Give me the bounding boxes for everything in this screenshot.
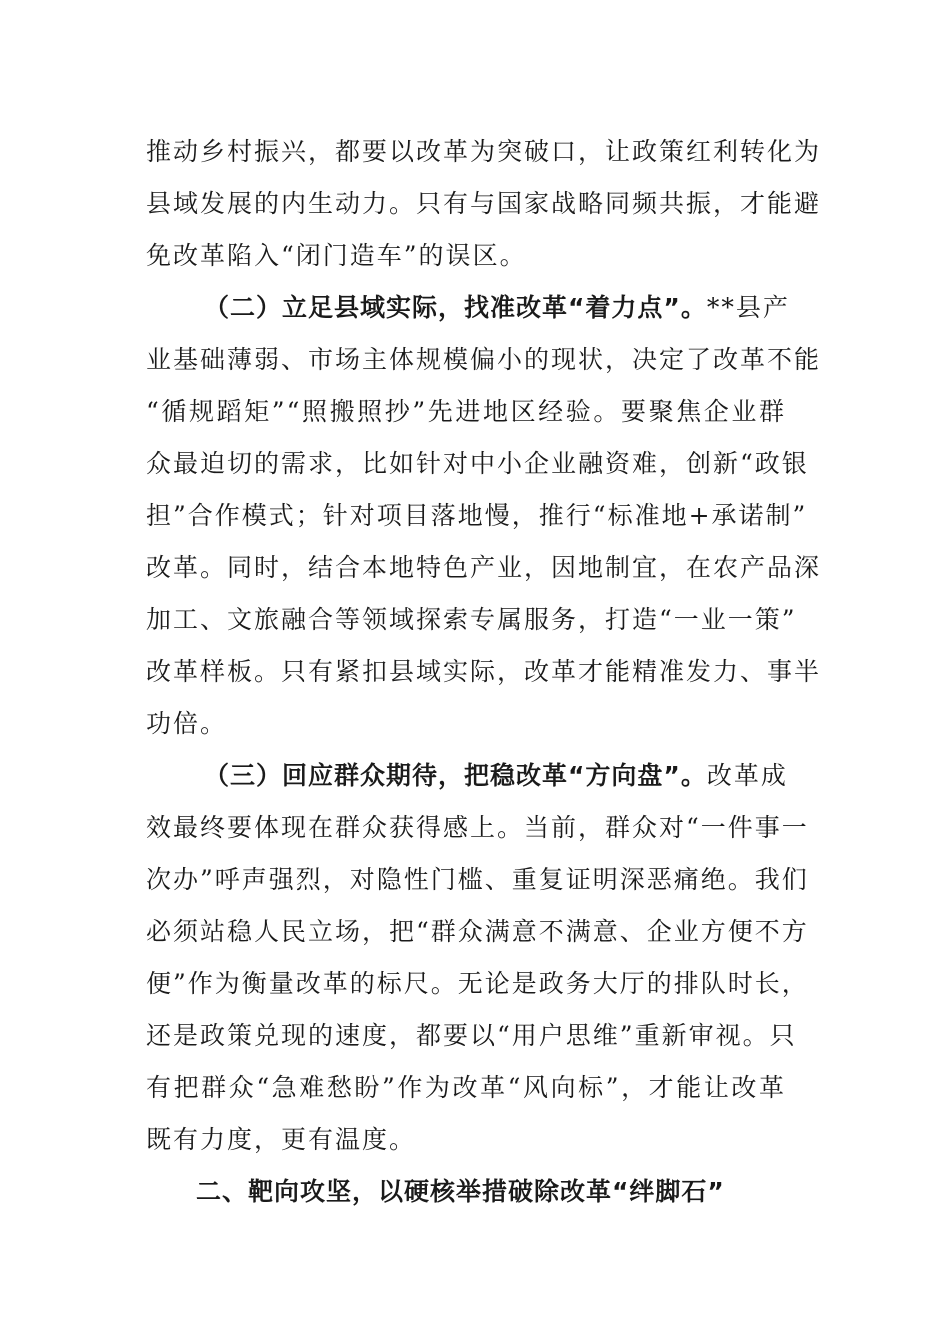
para3-first-rest: 改革成 [706, 761, 788, 790]
para2-line-7: 改革样板。只有紧扣县域实际，改革才能精准发力、事半 [146, 657, 822, 686]
para2-first-rest: **县产 [706, 293, 790, 322]
para1-line-1: 推动乡村振兴，都要以改革为突破口，让政策红利转化为 [146, 137, 822, 166]
para2-heading: （二）立足县域实际，找准改革“着力点”。 [204, 293, 707, 322]
para2-line-1: 业基础薄弱、市场主体规模偏小的现状，决定了改革不能 [146, 345, 822, 374]
para2-line-8: 功倍。 [146, 709, 228, 738]
para3-line-5: 还是政策兑现的速度，都要以“用户思维”重新审视。只 [146, 1021, 797, 1050]
para1-line-2: 县域发展的内生动力。只有与国家战略同频共振，才能避 [146, 189, 822, 218]
para2-first-line [146, 282, 790, 334]
para2-line-5: 改革。同时，结合本地特色产业，因地制宜，在农产品深 [146, 553, 822, 582]
para3-line-2: 次办”呼声强烈，对隐性门槛、重复证明深恶痛绝。我们 [146, 865, 809, 894]
para3-line-7: 既有力度，更有温度。 [146, 1125, 417, 1154]
para3-first-line [146, 750, 786, 802]
para3-heading: （三）回应群众期待，把稳改革“方向盘”。 [204, 761, 707, 790]
para2-line-6: 加工、文旅融合等领域探索专属服务，打造“一业一策” [146, 605, 797, 634]
document-body [146, 126, 822, 1218]
para3-line-3: 必须站稳人民立场，把“群众满意不满意、企业方便不方 [146, 917, 809, 946]
para2-line-3: 众最迫切的需求，比如针对中小企业融资难，创新“政银 [146, 449, 809, 478]
para1-line-3: 免改革陷入“闭门造车”的误区。 [146, 241, 527, 270]
para3-line-1: 效最终要体现在群众获得感上。当前，群众对“一件事一 [146, 813, 809, 842]
para3-line-6: 有把群众“急难愁盼”作为改革“风向标”，才能让改革 [146, 1073, 786, 1102]
para2-line-4: 担”合作模式；针对项目落地慢，推行“标准地+承诺制” [146, 501, 808, 530]
para2-line-2: “循规蹈矩”“照搬照抄”先进地区经验。要聚焦企业群 [146, 397, 786, 426]
para3-line-4: 便”作为衡量改革的标尺。无论是政务大厅的排队时长， [146, 969, 809, 998]
section-heading: 二、靶向攻坚，以硬核举措破除改革“绊脚石” [196, 1177, 725, 1206]
